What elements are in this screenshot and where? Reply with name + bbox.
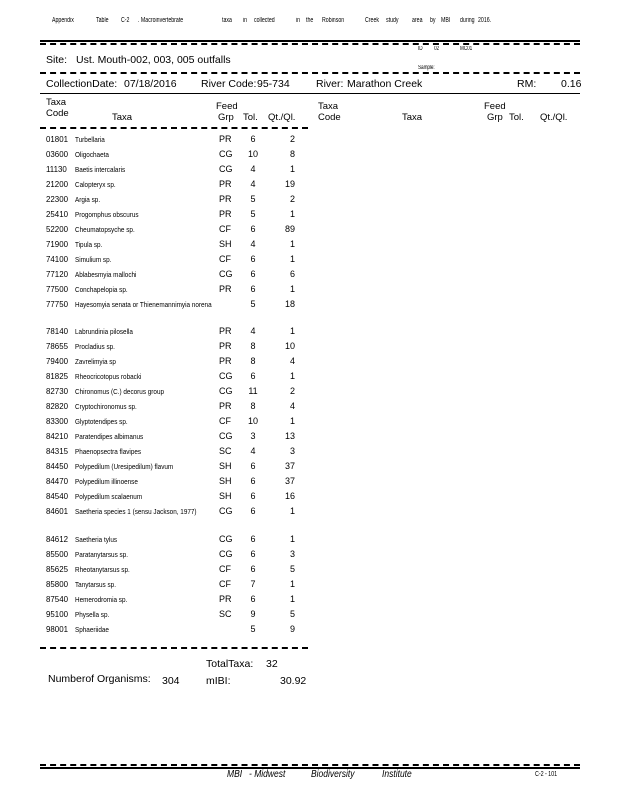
table-header-rule bbox=[40, 127, 308, 129]
cell-qt: 3 bbox=[289, 446, 295, 456]
cell-tol: 6 bbox=[250, 371, 256, 381]
sample-id-value: 02 bbox=[434, 46, 440, 52]
cell-feed: CG bbox=[219, 506, 233, 516]
cell-taxa: Phaenopsectra flavipes bbox=[75, 447, 142, 456]
header-word: Table bbox=[96, 17, 109, 24]
cell-qt: 2 bbox=[289, 194, 295, 204]
footer-mbi: MBI bbox=[227, 769, 243, 780]
cell-qt: 1 bbox=[289, 284, 295, 294]
footer-page-number: C-2 - 101 bbox=[535, 771, 558, 778]
header-word: by bbox=[430, 17, 436, 24]
cell-code: 84470 bbox=[46, 476, 68, 486]
site-label: Site: bbox=[46, 54, 68, 66]
cell-tol: 4 bbox=[250, 326, 256, 336]
header-word: Appendix bbox=[52, 17, 74, 24]
cell-feed: CG bbox=[219, 534, 233, 544]
cell-taxa: Argia sp. bbox=[75, 195, 101, 204]
cell-taxa: Procladius sp. bbox=[75, 342, 115, 351]
cell-tol: 5 bbox=[250, 194, 256, 204]
cell-taxa: Progomphus obscurus bbox=[75, 210, 139, 219]
rm-value: 0.16 bbox=[561, 78, 582, 90]
cell-taxa: Polypedilum illinoense bbox=[75, 477, 138, 486]
cell-code: 21200 bbox=[46, 179, 68, 189]
footer-midwest: - Midwest bbox=[249, 769, 286, 780]
cell-taxa: Saetheria tylus bbox=[75, 535, 118, 544]
cell-qt: 19 bbox=[284, 179, 295, 189]
cell-tol: 5 bbox=[250, 624, 256, 634]
col2-taxa: Taxa bbox=[402, 112, 423, 123]
cell-taxa: Tanytarsus sp. bbox=[75, 580, 116, 589]
table-bottom-rule bbox=[40, 647, 308, 649]
cell-tol: 6 bbox=[250, 564, 256, 574]
cell-taxa: Baetis intercalaris bbox=[75, 165, 126, 174]
cell-tol: 6 bbox=[250, 549, 256, 559]
cell-code: 77750 bbox=[46, 299, 68, 309]
cell-taxa: Hayesomyia senata or Thienemannimyia norena bbox=[75, 300, 212, 309]
col-taxa: Taxa bbox=[112, 112, 133, 123]
header-word: in bbox=[296, 17, 301, 24]
cell-code: 22300 bbox=[46, 194, 68, 204]
cell-taxa: Sphaeriidae bbox=[75, 625, 109, 634]
col-feed-2: Grp bbox=[218, 112, 234, 123]
footer-rule-solid bbox=[40, 767, 580, 769]
cell-qt: 37 bbox=[284, 461, 295, 471]
cell-taxa: Chironomus (C.) decorus group bbox=[75, 387, 165, 396]
cell-feed: PR bbox=[219, 341, 232, 351]
cell-qt: 10 bbox=[284, 341, 295, 351]
cell-qt: 4 bbox=[289, 356, 295, 366]
cell-code: 81825 bbox=[46, 371, 68, 381]
col-taxa-code-1: Taxa bbox=[46, 97, 67, 108]
cell-taxa: Simulium sp. bbox=[75, 255, 112, 264]
cell-tol: 8 bbox=[250, 356, 256, 366]
cell-tol: 5 bbox=[250, 209, 256, 219]
cell-code: 95100 bbox=[46, 609, 68, 619]
cell-qt: 5 bbox=[289, 609, 295, 619]
header-rule-dashed bbox=[40, 43, 580, 45]
cell-tol: 4 bbox=[250, 179, 256, 189]
cell-code: 74100 bbox=[46, 254, 68, 264]
cell-code: 01801 bbox=[46, 134, 68, 144]
cell-tol: 4 bbox=[250, 446, 256, 456]
cell-code: 11130 bbox=[46, 164, 67, 174]
header-word: . Macroinvertebrate bbox=[138, 17, 184, 24]
sample-id-label: ID bbox=[418, 46, 423, 52]
cell-taxa: Hemerodromia sp. bbox=[75, 595, 128, 604]
cell-tol: 10 bbox=[247, 416, 258, 426]
cell-tol: 6 bbox=[250, 224, 256, 234]
site-rule bbox=[40, 72, 580, 74]
cell-tol: 6 bbox=[250, 254, 256, 264]
cell-taxa: Paratanytarsus sp. bbox=[75, 550, 128, 559]
cell-feed: CG bbox=[219, 431, 233, 441]
footer-biodiversity: Biodiversity bbox=[311, 769, 355, 780]
header-word: collected bbox=[254, 17, 275, 24]
collection-date: 07/18/2016 bbox=[124, 78, 177, 90]
mibi-value: 30.92 bbox=[280, 675, 307, 687]
cell-tol: 8 bbox=[250, 341, 256, 351]
header-word: 2016. bbox=[478, 17, 492, 24]
cell-code: 84210 bbox=[46, 431, 68, 441]
cell-qt: 1 bbox=[289, 326, 295, 336]
cell-qt: 1 bbox=[289, 594, 295, 604]
cell-code: 84540 bbox=[46, 491, 68, 501]
col-tol: Tol. bbox=[243, 112, 258, 123]
cell-taxa: Physella sp. bbox=[75, 610, 110, 619]
footer-institute: Institute bbox=[382, 769, 412, 780]
cell-feed: PR bbox=[219, 594, 232, 604]
cell-feed: PR bbox=[219, 134, 232, 144]
cell-qt: 2 bbox=[289, 134, 295, 144]
cell-qt: 5 bbox=[289, 564, 295, 574]
cell-code: 84612 bbox=[46, 534, 68, 544]
col2-qt: Qt./Ql. bbox=[540, 112, 568, 123]
cell-taxa: Labrundinia pilosella bbox=[75, 327, 133, 336]
sample-code: MC01 bbox=[460, 46, 473, 52]
cell-feed: PR bbox=[219, 194, 232, 204]
header-word: during bbox=[460, 17, 475, 24]
cell-code: 78655 bbox=[46, 341, 68, 351]
cell-taxa: Ablabesmyia mallochi bbox=[75, 270, 137, 279]
header-word: Robinson bbox=[322, 17, 345, 24]
cell-taxa: Turbellaria bbox=[75, 135, 105, 144]
col2-taxa-code-2: Code bbox=[318, 112, 341, 123]
cell-feed: CF bbox=[219, 564, 231, 574]
cell-qt: 1 bbox=[289, 371, 295, 381]
cell-feed: CF bbox=[219, 416, 231, 426]
cell-tol: 4 bbox=[250, 164, 256, 174]
river-code: 95-734 bbox=[257, 78, 290, 90]
mibi-label: mIBI: bbox=[206, 675, 231, 687]
cell-code: 77500 bbox=[46, 284, 68, 294]
sample-label: Sample: bbox=[418, 65, 435, 71]
cell-taxa: Paratendipes albimanus bbox=[75, 432, 144, 441]
cell-qt: 6 bbox=[289, 269, 295, 279]
header-word: C-2 bbox=[121, 17, 130, 24]
cell-code: 52200 bbox=[46, 224, 68, 234]
cell-qt: 1 bbox=[289, 164, 295, 174]
cell-tol: 6 bbox=[250, 284, 256, 294]
cell-code: 03600 bbox=[46, 149, 68, 159]
cell-taxa: Tipula sp. bbox=[75, 240, 103, 249]
cell-feed: CG bbox=[219, 371, 233, 381]
cell-qt: 1 bbox=[289, 506, 295, 516]
cell-code: 85625 bbox=[46, 564, 68, 574]
cell-qt: 1 bbox=[289, 209, 295, 219]
cell-tol: 6 bbox=[250, 461, 256, 471]
cell-code: 84315 bbox=[46, 446, 68, 456]
cell-code: 78140 bbox=[46, 326, 68, 336]
footer-rule-dashed bbox=[40, 764, 580, 766]
river-code-label: River Code: bbox=[201, 78, 257, 90]
number-of-organisms-value: 304 bbox=[162, 675, 180, 687]
cell-code: 87540 bbox=[46, 594, 68, 604]
cell-feed: PR bbox=[219, 401, 232, 411]
cell-qt: 16 bbox=[284, 491, 295, 501]
cell-taxa: Cheumatopsyche sp. bbox=[75, 225, 135, 234]
cell-code: 84450 bbox=[46, 461, 68, 471]
header-word: taxa bbox=[222, 17, 232, 24]
cell-taxa: Polypedilum scalaenum bbox=[75, 492, 143, 501]
header-word: the bbox=[306, 17, 314, 24]
header-word: area bbox=[412, 17, 423, 24]
cell-qt: 1 bbox=[289, 416, 295, 426]
cell-feed: CG bbox=[219, 164, 233, 174]
col-feed-1: Feed bbox=[216, 101, 238, 112]
site-value: Ust. Mouth-002, 003, 005 outfalls bbox=[76, 54, 231, 66]
total-taxa-label: TotalTaxa: bbox=[206, 658, 254, 670]
col2-tol: Tol. bbox=[509, 112, 524, 123]
cell-taxa: Rheotanytarsus sp. bbox=[75, 565, 130, 574]
cell-qt: 13 bbox=[284, 431, 295, 441]
cell-taxa: Rheocricotopus robacki bbox=[75, 372, 142, 381]
cell-tol: 11 bbox=[248, 386, 258, 396]
cell-taxa: Conchapelopia sp. bbox=[75, 285, 128, 294]
cell-code: 85500 bbox=[46, 549, 68, 559]
river-name: Marathon Creek bbox=[347, 78, 423, 90]
cell-qt: 1 bbox=[289, 534, 295, 544]
collection-date-label: CollectionDate: bbox=[46, 78, 118, 90]
cell-code: 98001 bbox=[46, 624, 68, 634]
cell-qt: 18 bbox=[284, 299, 295, 309]
cell-feed: SH bbox=[219, 476, 232, 486]
cell-taxa: Polypedilum (Uresipedilum) flavum bbox=[75, 462, 174, 471]
cell-code: 82730 bbox=[46, 386, 68, 396]
cell-qt: 1 bbox=[289, 254, 295, 264]
cell-feed: CG bbox=[219, 386, 233, 396]
rm-label: RM: bbox=[517, 78, 537, 90]
cell-code: 83300 bbox=[46, 416, 68, 426]
header-word: MBI bbox=[441, 17, 451, 24]
col2-feed-1: Feed bbox=[484, 101, 506, 112]
number-of-organisms-label: Numberof Organisms: bbox=[48, 673, 151, 685]
cell-tol: 6 bbox=[250, 476, 256, 486]
total-taxa-value: 32 bbox=[266, 658, 278, 670]
cell-tol: 6 bbox=[250, 506, 256, 516]
cell-tol: 10 bbox=[247, 149, 258, 159]
cell-code: 85800 bbox=[46, 579, 68, 589]
cell-qt: 8 bbox=[289, 149, 295, 159]
cell-tol: 6 bbox=[250, 269, 256, 279]
cell-feed: PR bbox=[219, 356, 232, 366]
cell-qt: 1 bbox=[289, 579, 295, 589]
cell-feed: CG bbox=[219, 549, 233, 559]
cell-feed: CF bbox=[219, 579, 231, 589]
cell-feed: PR bbox=[219, 284, 232, 294]
cell-taxa: Oligochaeta bbox=[75, 150, 109, 159]
cell-tol: 6 bbox=[250, 134, 256, 144]
cell-qt: 37 bbox=[284, 476, 295, 486]
cell-taxa: Saetheria species 1 (sensu Jackson, 1977) bbox=[75, 507, 197, 516]
cell-tol: 7 bbox=[250, 579, 256, 589]
cell-taxa: Calopteryx sp. bbox=[75, 180, 116, 189]
cell-code: 84601 bbox=[46, 506, 68, 516]
cell-qt: 4 bbox=[289, 401, 295, 411]
cell-feed: CG bbox=[219, 269, 233, 279]
cell-code: 79400 bbox=[46, 356, 68, 366]
cell-tol: 6 bbox=[250, 491, 256, 501]
cell-taxa: Glyptotendipes sp. bbox=[75, 417, 128, 426]
cell-tol: 6 bbox=[250, 534, 256, 544]
cell-qt: 3 bbox=[289, 549, 295, 559]
col-qt: Qt./Ql. bbox=[268, 112, 296, 123]
cell-feed: SH bbox=[219, 491, 232, 501]
cell-qt: 1 bbox=[289, 239, 295, 249]
cell-feed: PR bbox=[219, 179, 232, 189]
cell-code: 71900 bbox=[46, 239, 68, 249]
cell-feed: CG bbox=[219, 149, 233, 159]
cell-tol: 8 bbox=[250, 401, 256, 411]
col2-feed-2: Grp bbox=[487, 112, 503, 123]
cell-feed: PR bbox=[219, 209, 232, 219]
river-label: River: bbox=[316, 78, 344, 90]
cell-feed: SH bbox=[219, 239, 232, 249]
collection-rule bbox=[40, 93, 580, 94]
cell-tol: 5 bbox=[250, 299, 256, 309]
col-taxa-code-2: Code bbox=[46, 108, 69, 119]
cell-feed: SH bbox=[219, 461, 232, 471]
cell-feed: SC bbox=[219, 609, 232, 619]
cell-taxa: Zavrelimyia sp bbox=[75, 357, 116, 366]
cell-qt: 2 bbox=[289, 386, 295, 396]
cell-tol: 9 bbox=[250, 609, 256, 619]
cell-code: 82820 bbox=[46, 401, 68, 411]
cell-feed: CF bbox=[219, 254, 231, 264]
cell-qt: 9 bbox=[289, 624, 295, 634]
cell-tol: 4 bbox=[250, 239, 256, 249]
cell-feed: SC bbox=[219, 446, 232, 456]
header-word: in bbox=[243, 17, 248, 24]
header-word: Creek bbox=[365, 17, 380, 24]
col2-taxa-code-1: Taxa bbox=[318, 101, 339, 112]
cell-qt: 89 bbox=[284, 224, 295, 234]
cell-code: 25410 bbox=[46, 209, 68, 219]
cell-feed: CF bbox=[219, 224, 231, 234]
cell-tol: 3 bbox=[250, 431, 256, 441]
cell-tol: 6 bbox=[250, 594, 256, 604]
cell-code: 77120 bbox=[46, 269, 68, 279]
cell-taxa: Cryptochironomus sp. bbox=[75, 402, 137, 411]
header-word: study bbox=[386, 17, 399, 24]
cell-feed: PR bbox=[219, 326, 232, 336]
header-rule-solid bbox=[40, 40, 580, 42]
